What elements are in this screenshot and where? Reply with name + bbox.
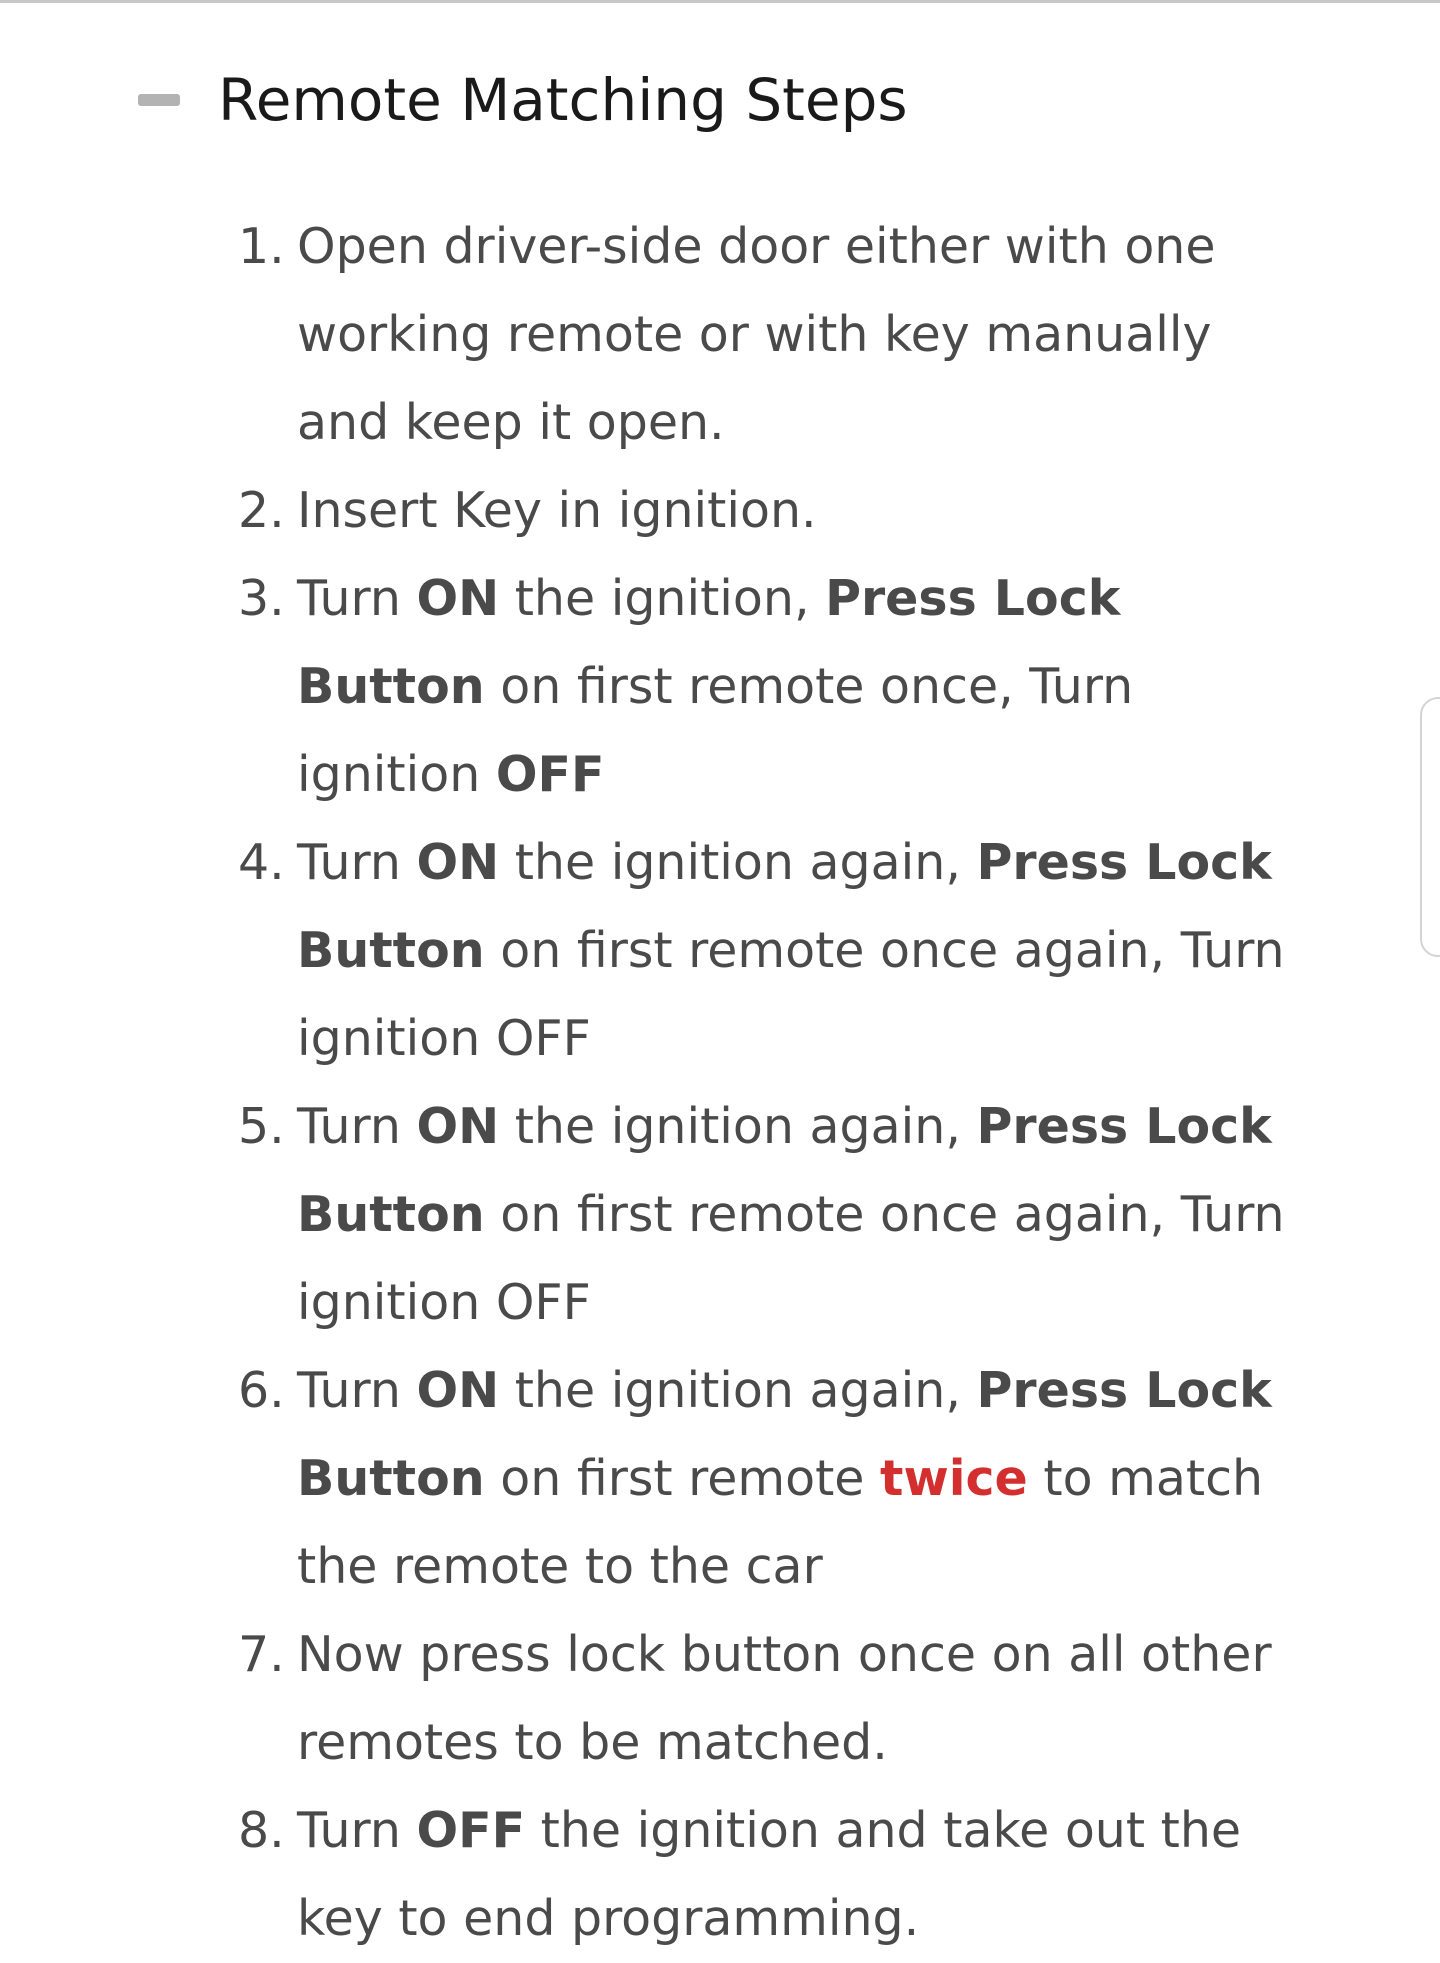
step-number: 6. bbox=[238, 1362, 285, 1419]
emphasis-text: OFF bbox=[416, 1802, 526, 1859]
step-text-segment: the ignition again, bbox=[499, 834, 977, 891]
emphasis-text: ON bbox=[416, 1362, 500, 1419]
scroll-handle[interactable] bbox=[1420, 697, 1440, 957]
emphasis-text: Press Lock Button bbox=[297, 834, 1272, 979]
emphasis-text: ON bbox=[416, 570, 500, 627]
step-text-segment: Now press lock button once on all other remotes to be matched. bbox=[297, 1626, 1272, 1771]
step-number: 4. bbox=[238, 834, 285, 891]
step-text-segment: the ignition and take out the key to end programming. bbox=[297, 1802, 1242, 1947]
emphasis-text: Press Lock Button bbox=[297, 1098, 1272, 1243]
step-item bbox=[0, 1083, 1317, 1347]
section-title: Remote Matching Steps bbox=[218, 66, 908, 134]
step-number: 5. bbox=[238, 1098, 285, 1155]
emphasis-text: ON bbox=[416, 1098, 500, 1155]
step-text-segment: Turn bbox=[297, 570, 417, 627]
emphasis-text: ON bbox=[416, 834, 500, 891]
section-header[interactable] bbox=[138, 58, 908, 142]
step-number: 2. bbox=[238, 482, 285, 539]
step-item bbox=[0, 1611, 1317, 1787]
step-item bbox=[0, 819, 1317, 1083]
step-text-segment: on first remote once, Turn ignition bbox=[297, 658, 1134, 803]
step-text bbox=[297, 1362, 1272, 1595]
step-number: 7. bbox=[238, 1626, 285, 1683]
step-item bbox=[0, 1787, 1317, 1963]
step-text-segment: Turn bbox=[297, 1098, 417, 1155]
step-text-segment: the ignition again, bbox=[499, 1098, 977, 1155]
step-text bbox=[297, 1626, 1272, 1771]
step-text-segment: Turn bbox=[297, 834, 417, 891]
step-item bbox=[0, 203, 1317, 467]
step-number: 1. bbox=[238, 218, 285, 275]
step-text-segment: the ignition, bbox=[499, 570, 826, 627]
step-text-segment: Turn bbox=[297, 1802, 417, 1859]
step-text-segment: on first remote bbox=[484, 1450, 881, 1507]
step-number: 8. bbox=[238, 1802, 285, 1859]
step-item bbox=[0, 467, 1317, 555]
minus-icon-bar bbox=[138, 94, 180, 106]
step-text bbox=[297, 1098, 1285, 1331]
minus-icon[interactable] bbox=[138, 78, 182, 122]
step-text-segment: Open driver-side door either with one working remote or with key manually and keep it open. bbox=[297, 218, 1216, 451]
step-text-segment: on first remote once again, Turn ignition OFF bbox=[297, 922, 1285, 1067]
step-text bbox=[297, 570, 1133, 803]
step-text-segment: Turn bbox=[297, 1362, 417, 1419]
step-text bbox=[297, 834, 1285, 1067]
emphasis-text: Press Lock Button bbox=[297, 570, 1121, 715]
step-text bbox=[297, 1802, 1241, 1947]
emphasis-text: Press Lock Button bbox=[297, 1362, 1272, 1507]
step-text-segment: to match the remote to the car bbox=[297, 1450, 1264, 1595]
step-number: 3. bbox=[238, 570, 285, 627]
step-text-segment: the ignition again, bbox=[499, 1362, 977, 1419]
step-text-segment: on first remote once again, Turn ignition OFF bbox=[297, 1186, 1285, 1331]
emphasis-text: OFF bbox=[495, 746, 605, 803]
step-item bbox=[0, 555, 1317, 819]
top-divider bbox=[0, 0, 1440, 3]
step-item bbox=[0, 1347, 1317, 1611]
step-text-segment: Insert Key in ignition. bbox=[297, 482, 817, 539]
step-text bbox=[297, 218, 1216, 451]
step-text bbox=[297, 482, 817, 539]
steps-list bbox=[0, 203, 1317, 1963]
highlight-text: twice bbox=[880, 1450, 1028, 1507]
